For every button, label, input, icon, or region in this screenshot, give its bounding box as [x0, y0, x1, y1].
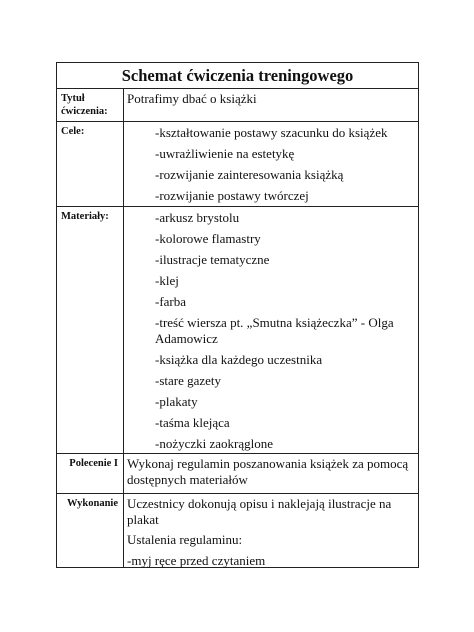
materials-list [124, 207, 418, 453]
material-item: -taśma klejąca [155, 415, 230, 430]
label-execution: Wykonanie [57, 494, 124, 567]
value-title: Potrafimy dbać o książki [127, 91, 257, 106]
row-materials [57, 207, 418, 454]
material-item: -treść wiersza pt. „Smutna książeczka” - Olga Adamowicz [155, 315, 394, 346]
goal-item: -rozwijanie zainteresowania książką [155, 167, 344, 182]
goal-item: -kształtowanie postawy szacunku do książek [155, 125, 388, 140]
label-title: Tytuł ćwiczenia: [57, 89, 124, 121]
material-item: -ilustracje tematyczne [155, 252, 270, 267]
row-execution [57, 494, 418, 567]
execution-paragraph: Ustalenia regulaminu: [127, 532, 243, 547]
execution-paragraph: Uczestnicy dokonują opisu i naklejają ilustracje na plakat [127, 496, 392, 527]
label-materials: Materiały: [57, 207, 124, 453]
material-item: -kolorowe flamastry [155, 231, 261, 246]
material-item: -farba [155, 294, 187, 309]
goal-item: -rozwijanie postawy twórczej [155, 188, 309, 203]
material-item: -klej [155, 273, 179, 288]
document-title: Schemat ćwiczenia treningowego [57, 63, 418, 89]
execution-paragraph: -myj ręce przed czytaniem [127, 552, 266, 568]
goal-item: -uwrażliwienie na estetykę [155, 146, 295, 161]
material-item: -nożyczki zaokrąglone [155, 436, 274, 451]
value-instruction: Wykonaj regulamin poszanowania książek za pomocą dostępnych materiałów [127, 456, 409, 487]
material-item: -arkusz brystolu [155, 210, 240, 225]
row-title [57, 89, 418, 122]
label-goals: Cele: [57, 122, 124, 206]
material-item: -plakaty [155, 394, 198, 409]
exercise-table [56, 62, 419, 568]
execution-content [124, 494, 418, 567]
row-goals [57, 122, 418, 207]
material-item: -stare gazety [155, 373, 222, 388]
row-instruction [57, 454, 418, 494]
goals-list [124, 122, 418, 206]
label-instruction: Polecenie I [57, 454, 124, 493]
material-item: -książka dla każdego uczestnika [155, 352, 323, 367]
